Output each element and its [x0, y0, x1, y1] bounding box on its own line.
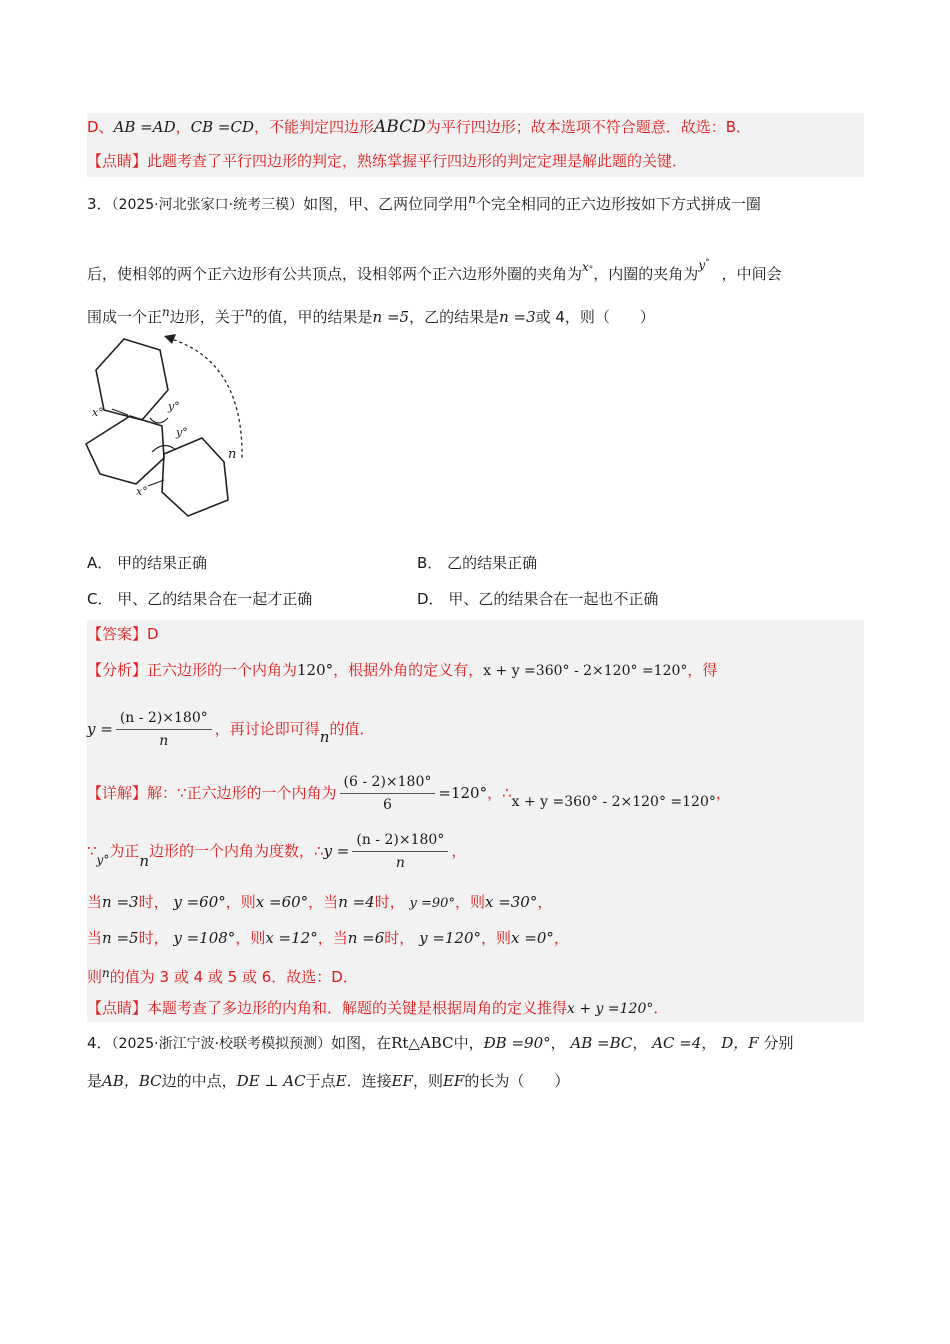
question-4-line-1	[87, 1033, 793, 1054]
math-expr: EF	[442, 1072, 465, 1090]
math-var: n	[468, 192, 476, 206]
math-expr: x =60°	[255, 893, 309, 911]
text: 如图，在	[331, 1034, 392, 1052]
hexagon-left	[86, 416, 164, 484]
label-y-top: y°	[168, 400, 180, 413]
math-expr: AB =BC	[570, 1034, 633, 1052]
math-var: y	[698, 258, 706, 272]
math-expr: x + y =360° - 2×120° =120°	[483, 663, 688, 679]
text: ，则	[235, 929, 266, 947]
option-key: A．	[87, 554, 113, 572]
math-expr: x + y =120°	[567, 1001, 654, 1017]
fraction	[116, 707, 212, 752]
text: 时，	[384, 929, 415, 947]
question-3-line-3	[87, 302, 655, 327]
text: 【详解】解：∵正六边形的一个内角为	[87, 784, 337, 802]
question-source: （2025·河北张家口·统考三模）	[111, 197, 304, 213]
math-var: n	[102, 966, 110, 980]
text: 中，	[453, 1034, 484, 1052]
previous-solution-line	[87, 117, 751, 137]
math-var: n	[162, 305, 170, 319]
text: 边形的一个内角为度数，∴	[149, 842, 324, 860]
comment-line	[87, 998, 668, 1019]
text: ，根据外角的定义有，	[333, 661, 484, 679]
detail-case-line-1	[87, 892, 552, 914]
text: 则	[87, 968, 103, 986]
option-text: 乙的结果正确	[447, 554, 538, 572]
math-expr: y =	[323, 842, 350, 860]
text: ，则	[412, 1072, 443, 1090]
option-key: C．	[87, 590, 113, 608]
option-text: 甲、乙的结果合在一起也不正确	[448, 590, 659, 608]
text: ，则	[225, 893, 256, 911]
option-key: D．	[417, 590, 444, 608]
hexagon-right	[162, 438, 228, 516]
question-source: （2025·浙江宁波·校联考模拟预测）	[111, 1036, 332, 1052]
math-expr: y°	[96, 853, 110, 867]
math-expr: ABCD	[374, 117, 426, 137]
text: ，不能判定四边形	[253, 118, 374, 136]
math-expr: n =5	[102, 929, 139, 947]
text: ，内圈的夹角为	[593, 265, 699, 283]
math-expr: CB =CD	[190, 118, 254, 136]
math-expr: y =90°	[409, 896, 455, 911]
option-d[interactable]	[417, 589, 658, 609]
text: 时，	[138, 929, 169, 947]
fraction	[352, 829, 448, 874]
fraction-denominator: n	[159, 733, 169, 749]
math-expr: Rt△ABC	[391, 1034, 454, 1052]
text: ，	[553, 929, 569, 947]
answer-line: 【答案】D	[87, 625, 159, 643]
math-expr: x =30°	[484, 893, 538, 911]
text: 的值．	[329, 720, 375, 738]
text: 后，使相邻的两个正六边形有公共顶点，设相邻两个正六边形外圈的夹角为	[87, 265, 583, 283]
text: ，	[715, 784, 731, 802]
text: ，乙的结果是	[409, 308, 500, 326]
math-expr: EF	[391, 1072, 413, 1090]
previous-solution-block	[87, 113, 864, 177]
math-expr: n =3	[499, 308, 536, 326]
text: 边的中点，	[161, 1072, 237, 1090]
y-arc-top	[150, 418, 168, 423]
math-expr: y =120°	[419, 929, 482, 947]
text: 为平行四边形；故本选项不符合题意．故选：B．	[425, 118, 752, 136]
text: 【分析】正六边形的一个内角为	[87, 661, 298, 679]
text: ，则	[481, 929, 512, 947]
text: ，	[537, 893, 553, 911]
fraction-numerator: (6 - 2)×180°	[340, 771, 436, 794]
hexagon-ring-figure	[84, 330, 254, 525]
option-label: D、	[87, 118, 114, 136]
text: 为正	[109, 842, 140, 860]
question-number: 3．	[87, 195, 112, 213]
question-4-line-2	[87, 1071, 569, 1091]
text: 边形，关于	[169, 308, 245, 326]
option-a[interactable]	[87, 553, 207, 573]
text: 是	[87, 1072, 103, 1090]
label-n: n	[228, 447, 237, 462]
analysis-line-1	[87, 660, 717, 681]
option-key: B．	[417, 554, 443, 572]
text: ，	[451, 842, 467, 860]
math-expr: y =60°	[173, 893, 226, 911]
math-expr: 120°	[297, 661, 334, 679]
math-var: n	[139, 852, 150, 870]
text: ，当	[317, 929, 348, 947]
question-3-line-1	[87, 189, 761, 215]
text: 当	[87, 929, 103, 947]
math-expr: n =5	[372, 308, 410, 326]
text: 【点睛】本题考查了多边形的内角和．解题的关键是根据周角的定义推得	[87, 999, 568, 1017]
fraction-denominator: 6	[383, 797, 392, 813]
text: 当	[87, 893, 103, 911]
text: ，再讨论即可得	[214, 720, 320, 738]
text: ．连接	[346, 1072, 392, 1090]
text: ，则	[454, 893, 485, 911]
text: 或 4，则（ ）	[535, 308, 655, 326]
text: ，当	[308, 893, 339, 911]
text: ，	[701, 1034, 717, 1052]
math-expr: AB =AD	[113, 118, 176, 136]
math-expr: x =12°	[265, 929, 318, 947]
text: ，得	[687, 661, 718, 679]
text: ，中间会	[721, 265, 782, 283]
math-expr: x + y =360° - 2×120° =120°	[511, 794, 716, 810]
detail-case-line-2	[87, 928, 569, 948]
math-var: n	[244, 305, 253, 319]
text: 时，	[374, 893, 405, 911]
text: 的值，甲的结果是	[252, 308, 373, 326]
text: ，	[632, 1034, 648, 1052]
text: 个完全相同的正六边形按如下方式拼成一圈	[475, 195, 761, 213]
detail-line-2	[87, 826, 466, 886]
math-expr: n =3	[102, 893, 139, 911]
fraction	[340, 771, 436, 816]
text: 的值为 3 或 4 或 5 或 6．故选：D．	[109, 968, 358, 986]
n-arrow-head	[164, 334, 176, 344]
text: ，	[175, 118, 191, 136]
hexagon-top	[96, 339, 168, 420]
text: 如图，甲、乙两位同学用	[303, 195, 469, 213]
text: 时，	[138, 893, 169, 911]
math-expr: ÐB =90°	[483, 1034, 551, 1052]
label-y-mid: y°	[176, 426, 188, 439]
analysis-line-2	[87, 704, 374, 762]
text: ，	[550, 1034, 566, 1052]
option-text: 甲的结果正确	[117, 554, 208, 572]
conclusion-line	[87, 963, 358, 987]
math-expr: D，F	[721, 1034, 759, 1052]
text: ∵	[87, 842, 97, 860]
math-var: n	[319, 728, 330, 746]
fraction-numerator: (n - 2)×180°	[352, 829, 448, 852]
math-var: x	[582, 260, 589, 274]
math-expr: E	[335, 1072, 347, 1090]
math-expr: DE ⊥ AC	[236, 1072, 306, 1090]
math-expr: AB，BC	[102, 1072, 162, 1090]
text: ，∴	[487, 784, 512, 802]
math-expr: y =	[87, 720, 113, 738]
option-b[interactable]	[417, 553, 537, 573]
text: 分别	[763, 1034, 794, 1052]
label-x-bottom: x°	[136, 485, 148, 498]
question-number: 4．	[87, 1034, 112, 1052]
text: 的长为（ ）	[464, 1072, 570, 1090]
option-text: 甲、乙的结果合在一起才正确	[117, 590, 313, 608]
text: 于点	[305, 1072, 336, 1090]
math-expr: n =6	[347, 929, 385, 947]
math-expr: =120°	[438, 784, 488, 802]
fraction-numerator: (n - 2)×180°	[116, 707, 212, 730]
math-expr: y =108°	[173, 929, 236, 947]
text: ．	[653, 999, 669, 1017]
label-x-top: x°	[92, 406, 104, 419]
math-expr: AC =4	[652, 1034, 702, 1052]
text: 围成一个正	[87, 308, 163, 326]
math-expr: x =0°	[511, 929, 554, 947]
fraction-denominator: n	[395, 855, 405, 871]
math-expr: n =4	[338, 893, 375, 911]
option-c[interactable]	[87, 589, 312, 609]
question-3-line-2: 后，使相邻的两个正六边形有公共顶点，设相邻两个正六边形外圈的夹角为$^{x^\circ}$，内圈的夹角为$^{y^\circ}$，中间会	[87, 258, 782, 283]
previous-comment-line: 【点睛】此题考查了平行四边形的判定，熟练掌握平行四边形的判定定理是解此题的关键．	[87, 152, 688, 170]
detail-line-1	[87, 768, 731, 827]
